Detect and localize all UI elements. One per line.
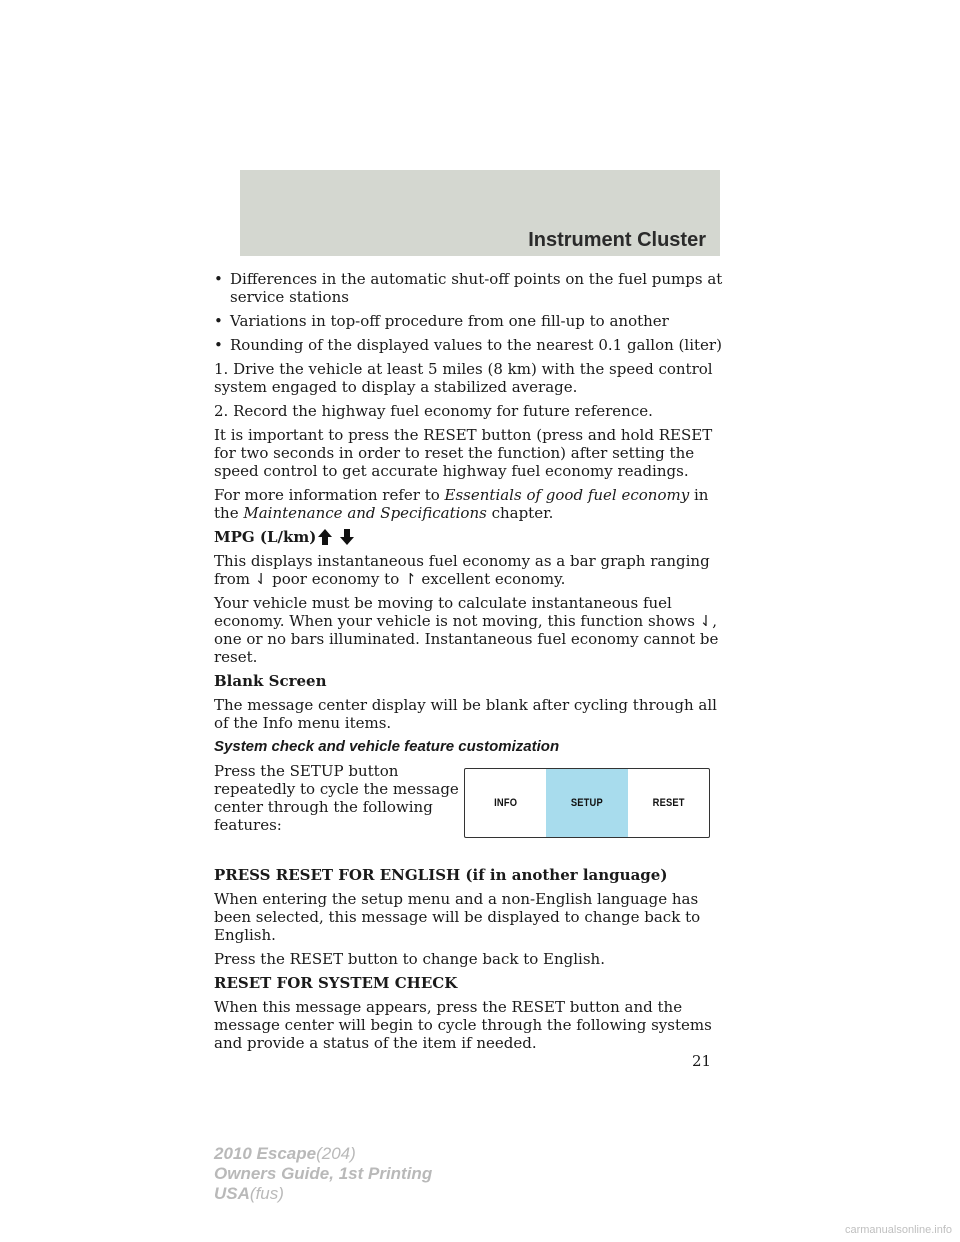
setup-button[interactable]: SETUP [546, 769, 627, 837]
reset-system-heading: RESET FOR SYSTEM CHECK [214, 974, 458, 992]
reset-system-text: When this message appears, press the RESET button and the message center will begin to cycle through the following systems and provide a status of the item if needed. [214, 998, 712, 1052]
arrow-up-icon [317, 528, 333, 546]
reference-paragraph: For more information refer to Essentials of good fuel economy in the Maintenance and Specifications chapter. [214, 486, 709, 522]
arrow-down-icon [339, 528, 355, 546]
setup-row [214, 762, 724, 862]
bullet-item: • Differences in the automatic shut-off points on the fuel pumps at service stations [214, 270, 723, 306]
message-center-button-panel [464, 768, 710, 838]
system-check-heading: System check and vehicle feature customization [214, 738, 560, 755]
poor-economy-icon: ⇃ [254, 570, 268, 588]
page-number: 21 [692, 1052, 712, 1070]
reset-button[interactable]: RESET [652, 797, 685, 809]
bullet-item: • Variations in top-off procedure from one fill-up to another [214, 312, 669, 330]
reference-link-2: Maintenance and Specifications [243, 504, 487, 522]
setup-instructions: Press the SETUP button repeatedly to cycle the message center through the following features: [214, 762, 459, 834]
info-button[interactable]: INFO [494, 797, 518, 809]
english-text-1: When entering the setup menu and a non-English language has been selected, this message will be displayed to change back to English. [214, 890, 701, 944]
blank-screen-text: The message center display will be blank after cycling through all of the Info menu items. [214, 696, 717, 732]
page-content [214, 270, 724, 1058]
mpg-description: This displays instantaneous fuel economy as a bar graph ranging from ⇃ poor economy to ↾ excellent economy. [214, 552, 710, 588]
footer-block: 2010 Escape(204) Owners Guide, 1st Printing USA(fus) [214, 1144, 433, 1203]
reference-link-1: Essentials of good fuel economy [444, 486, 690, 504]
bullet-item: • Rounding of the displayed values to the nearest 0.1 gallon (liter) [214, 336, 722, 354]
mpg-heading: MPG (L/km) [214, 528, 724, 546]
watermark: carmanualsonline.info [844, 1224, 952, 1236]
blank-screen-heading: Blank Screen [214, 672, 327, 690]
poor-economy-icon: ⇃ [699, 612, 713, 630]
section-title: Instrument Cluster [528, 229, 706, 251]
step-2-paragraph: 2. Record the highway fuel economy for future reference. [214, 402, 653, 420]
reset-note-paragraph: It is important to press the RESET button (press and hold RESET for two seconds in order to reset the function) after setting the speed control to get accurate highway fuel economy readings. [214, 426, 713, 480]
section-header-bar [240, 170, 720, 256]
english-text-2: Press the RESET button to change back to English. [214, 950, 605, 968]
step-1-paragraph: 1. Drive the vehicle at least 5 miles (8 km) with the speed control system engaged to display a stabilized average. [214, 360, 713, 396]
moving-paragraph: Your vehicle must be moving to calculate instantaneous fuel economy. When your vehicle is not moving, this function shows ⇃, one or no bars illuminated. Instantaneous fuel economy cannot be reset. [214, 594, 719, 666]
english-heading: PRESS RESET FOR ENGLISH (if in another language) [214, 866, 668, 884]
excellent-economy-icon: ↾ [404, 570, 417, 588]
